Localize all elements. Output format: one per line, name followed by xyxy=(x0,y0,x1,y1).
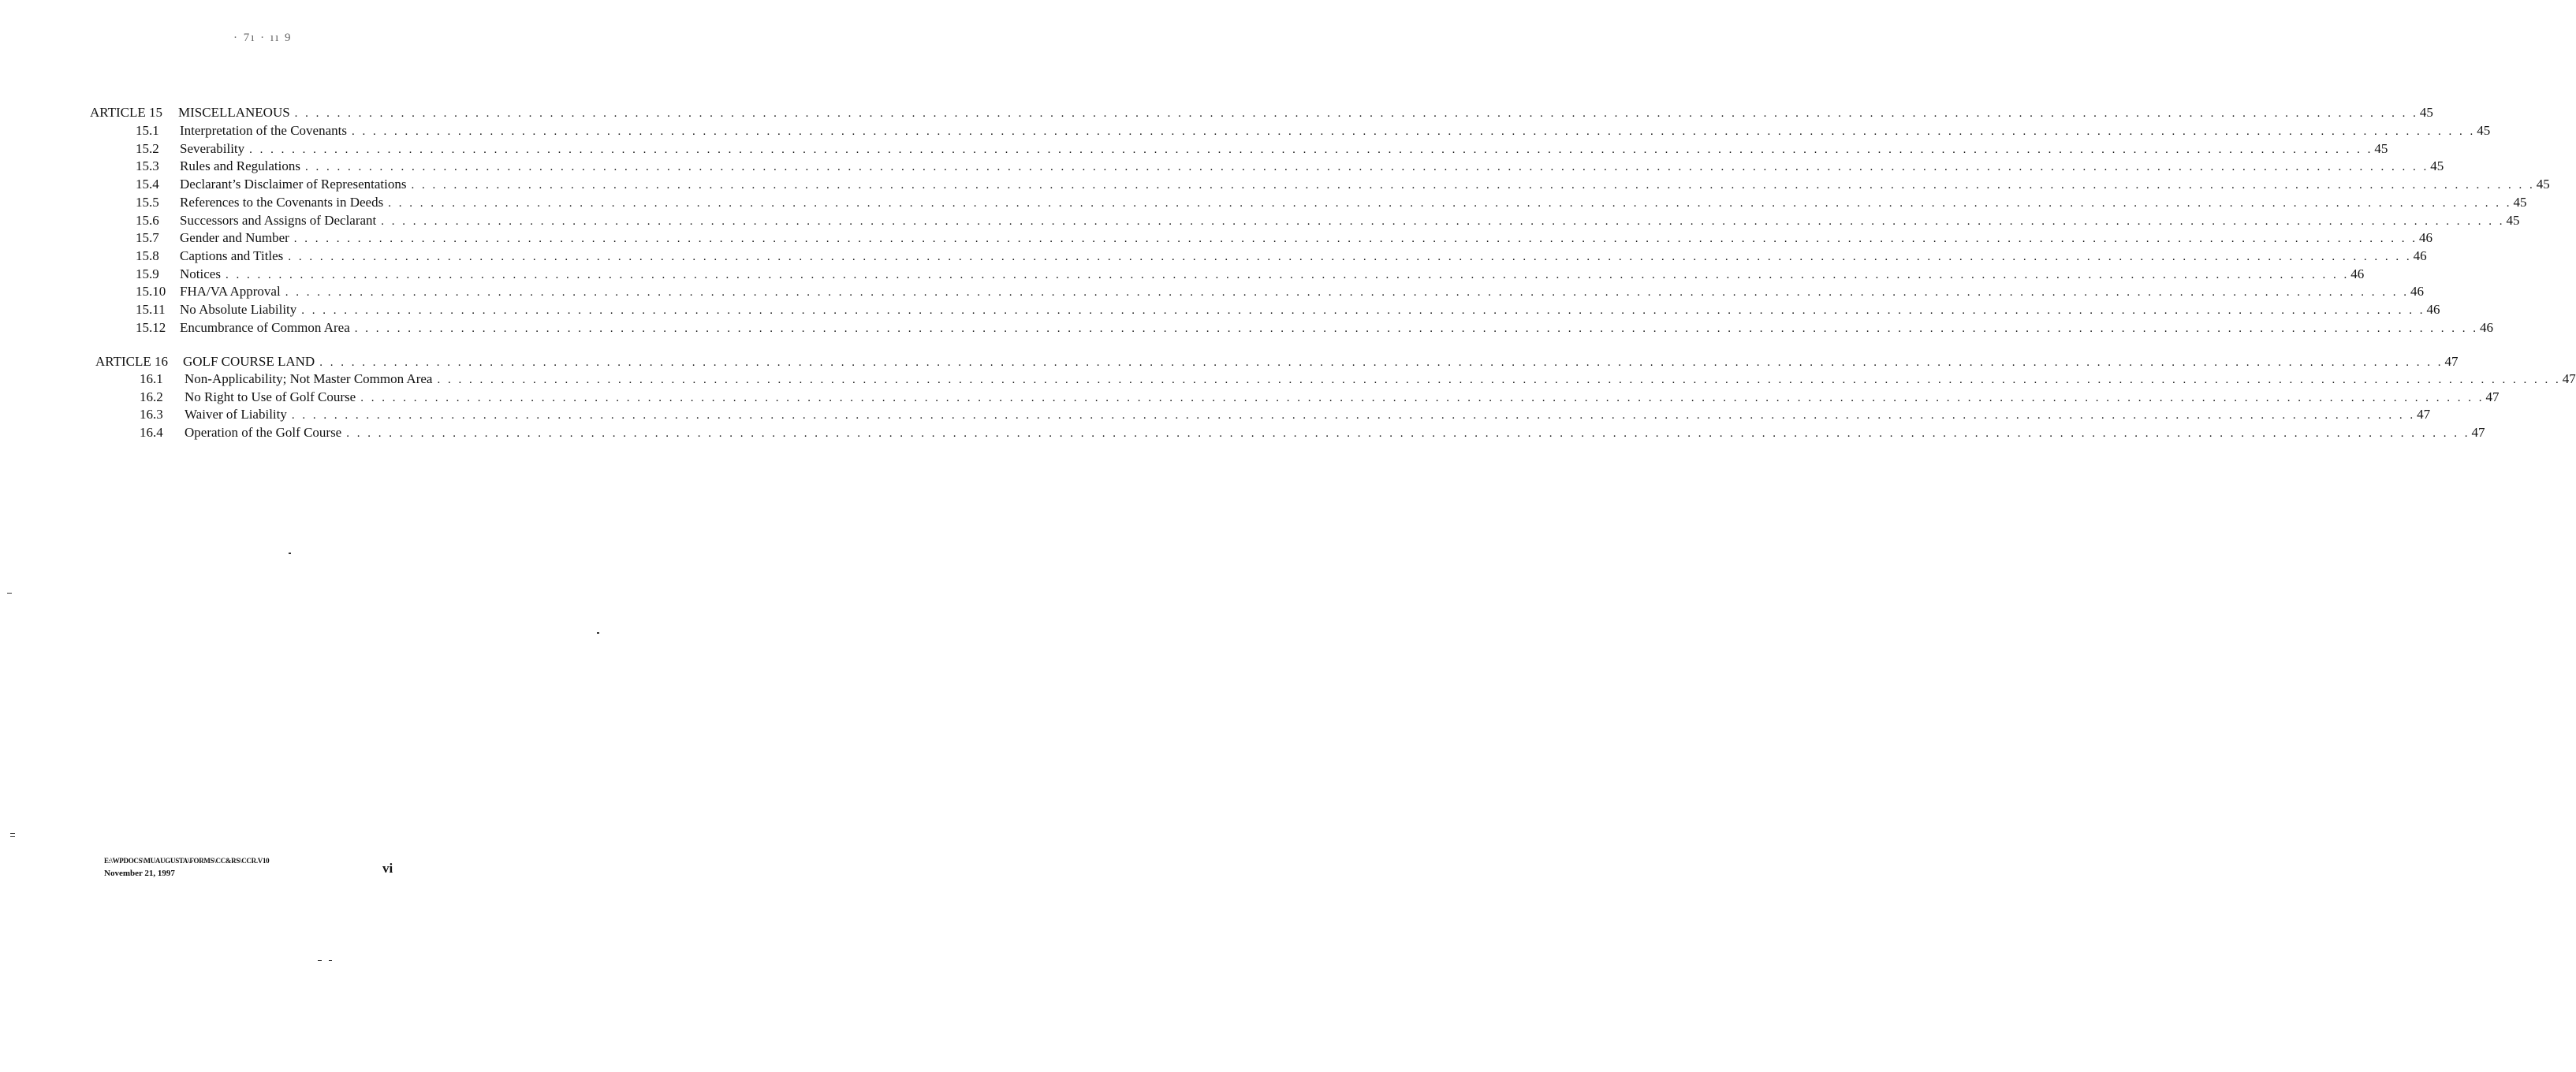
toc-section-entry-page: 45 xyxy=(2536,177,2550,192)
toc-section-entry-number: 16.1 xyxy=(140,371,163,386)
toc-article-heading xyxy=(90,104,2433,121)
toc-section-entry-number: 15.1 xyxy=(136,123,159,138)
toc-section-entry-title: Notices xyxy=(180,266,221,281)
toc-section-entry xyxy=(136,194,2527,211)
toc-section-entry-page: 47 xyxy=(2485,389,2500,404)
toc-section-entry xyxy=(140,370,2576,388)
toc-section-entry-title: Encumbrance of Common Area xyxy=(180,320,350,335)
dot-leader: . . . . . . . . . . . . . . . . . . . . . . . . . . . . . . . . . . . . . . . . . . . . . . . . . . . . . . . . . . . . . . . . . . . . . . . . . . . . . . . . . . . . . . . . . . . . . . . . . . . . . . . . . . . . . . . . . . . . . . . . . . . . . . . . . . . . . . . . . . . . . . . . . . . . . . . . . . . . . . . . . . . . . . . . . . . . . . . . . . . . . . . . . . . . . . . . . . . . . . . . xyxy=(388,197,2512,210)
toc-section-entry-title: Successors and Assigns of Declarant xyxy=(180,213,377,228)
dot-leader: . . . . . . . . . . . . . . . . . . . . . . . . . . . . . . . . . . . . . . . . . . . . . . . . . . . . . . . . . . . . . . . . . . . . . . . . . . . . . . . . . . . . . . . . . . . . . . . . . . . . . . . . . . . . . . . . . . . . . . . . . . . . . . . . . . . . . . . . . . . . . . . . . . . . . . . . . . . . . . . . . . . . . . . . . . . . . . . . . . . . . . . . . . . . . . . . . . . . . . . . xyxy=(346,427,2470,440)
toc-section-entry xyxy=(136,283,2424,300)
toc-section-entry-number: 15.6 xyxy=(136,213,159,228)
scan-speck xyxy=(597,632,599,634)
toc-section-entry-page: 45 xyxy=(2477,123,2491,138)
dot-leader: . . . . . . . . . . . . . . . . . . . . . . . . . . . . . . . . . . . . . . . . . . . . . . . . . . . . . . . . . . . . . . . . . . . . . . . . . . . . . . . . . . . . . . . . . . . . . . . . . . . . . . . . . . . . . . . . . . . . . . . . . . . . . . . . . . . . . . . . . . . . . . . . . . . . . . . . . . . . . . . . . . . . . . . . . . . . . . . . . . . . . . . . . . . . . . . . . . . . . . . . xyxy=(285,286,2409,299)
toc-section-entry-number: 15.10 xyxy=(136,284,166,299)
footer-file-path: E:\WPDOCS\MUAUGUSTA\FORMS\CC&RS\CCR.V10 xyxy=(104,857,270,865)
toc-section-entry-page: 45 xyxy=(2430,158,2444,173)
toc-section-entry-title: No Right to Use of Golf Course xyxy=(185,389,356,404)
toc-section-entry-title: Captions and Titles xyxy=(180,248,284,263)
toc-section-entry-title: FHA/VA Approval xyxy=(180,284,281,299)
toc-section-entry xyxy=(136,122,2491,140)
toc-section-entry-page: 46 xyxy=(2426,302,2440,317)
toc-article-heading xyxy=(95,353,2459,370)
dot-leader: . . . . . . . . . . . . . . . . . . . . . . . . . . . . . . . . . . . . . . . . . . . . . . . . . . . . . . . . . . . . . . . . . . . . . . . . . . . . . . . . . . . . . . . . . . . . . . . . . . . . . . . . . . . . . . . . . . . . . . . . . . . . . . . . . . . . . . . . . . . . . . . . . . . . . . . . . . . . . . . . . . . . . . . . . . . . . . . . . . . . . . . . . . . . . . . . . . . . . . . . xyxy=(288,251,2412,263)
toc-section-entry-number: 16.2 xyxy=(140,389,163,404)
toc-section-entry xyxy=(140,424,2485,441)
dot-leader: . . . . . . . . . . . . . . . . . . . . . . . . . . . . . . . . . . . . . . . . . . . . . . . . . . . . . . . . . . . . . . . . . . . . . . . . . . . . . . . . . . . . . . . . . . . . . . . . . . . . . . . . . . . . . . . . . . . . . . . . . . . . . . . . . . . . . . . . . . . . . . . . . . . . . . . . . . . . . . . . . . . . . . . . . . . . . . . . . . . . . . . . . . . . . . . . . . . . . . . . xyxy=(351,125,2476,138)
toc-section-entry-title: Interpretation of the Covenants xyxy=(180,123,347,138)
toc-section-entry-page: 47 xyxy=(2471,425,2485,440)
dot-leader: . . . . . . . . . . . . . . . . . . . . . . . . . . . . . . . . . . . . . . . . . . . . . . . . . . . . . . . . . . . . . . . . . . . . . . . . . . . . . . . . . . . . . . . . . . . . . . . . . . . . . . . . . . . . . . . . . . . . . . . . . . . . . . . . . . . . . . . . . . . . . . . . . . . . . . . . . . . . . . . . . . . . . . . . . . . . . . . . . . . . . . . . . . . . . . . . . . . . . . . . xyxy=(304,161,2429,173)
dot-leader: . . . . . . . . . . . . . . . . . . . . . . . . . . . . . . . . . . . . . . . . . . . . . . . . . . . . . . . . . . . . . . . . . . . . . . . . . . . . . . . . . . . . . . . . . . . . . . . . . . . . . . . . . . . . . . . . . . . . . . . . . . . . . . . . . . . . . . . . . . . . . . . . . . . . . . . . . . . . . . . . . . . . . . . . . . . . . . . . . . . . . . . . . . . . . . . . . . . . . . . . xyxy=(411,179,2535,192)
dot-leader: . . . . . . . . . . . . . . . . . . . . . . . . . . . . . . . . . . . . . . . . . . . . . . . . . . . . . . . . . . . . . . . . . . . . . . . . . . . . . . . . . . . . . . . . . . . . . . . . . . . . . . . . . . . . . . . . . . . . . . . . . . . . . . . . . . . . . . . . . . . . . . . . . . . . . . . . . . . . . . . . . . . . . . . . . . . . . . . . . . . . . . . . . . . . . . . . . . . . . . . . xyxy=(294,107,2418,120)
toc-section-entry xyxy=(136,158,2444,175)
toc-section-entry-number: 16.3 xyxy=(140,407,163,422)
toc-section-entry-title: References to the Covenants in Deeds xyxy=(180,195,384,210)
dot-leader: . . . . . . . . . . . . . . . . . . . . . . . . . . . . . . . . . . . . . . . . . . . . . . . . . . . . . . . . . . . . . . . . . . . . . . . . . . . . . . . . . . . . . . . . . . . . . . . . . . . . . . . . . . . . . . . . . . . . . . . . . . . . . . . . . . . . . . . . . . . . . . . . . . . . . . . . . . . . . . . . . . . . . . . . . . . . . . . . . . . . . . . . . . . . . . . . . . . . . . . . xyxy=(360,392,2485,404)
toc-section-entry-title: Severability xyxy=(180,141,245,156)
toc-section-entry-number: 15.3 xyxy=(136,158,159,173)
toc-section-entry-page: 46 xyxy=(2419,230,2433,245)
footer-date: November 21, 1997 xyxy=(104,869,175,878)
toc-section-entry xyxy=(136,176,2550,193)
scan-speck xyxy=(329,960,332,961)
toc-article-heading-page: 47 xyxy=(2444,354,2459,369)
dot-leader: . . . . . . . . . . . . . . . . . . . . . . . . . . . . . . . . . . . . . . . . . . . . . . . . . . . . . . . . . . . . . . . . . . . . . . . . . . . . . . . . . . . . . . . . . . . . . . . . . . . . . . . . . . . . . . . . . . . . . . . . . . . . . . . . . . . . . . . . . . . . . . . . . . . . . . . . . . . . . . . . . . . . . . . . . . . . . . . . . . . . . . . . . . . . . . . . . . . . . . . . xyxy=(437,374,2561,386)
toc-section-entry-number: 15.5 xyxy=(136,195,159,210)
toc-section-entry-title: Waiver of Liability xyxy=(185,407,287,422)
toc-section-entry-title: Non-Applicability; Not Master Common Area xyxy=(185,371,433,386)
dot-leader: . . . . . . . . . . . . . . . . . . . . . . . . . . . . . . . . . . . . . . . . . . . . . . . . . . . . . . . . . . . . . . . . . . . . . . . . . . . . . . . . . . . . . . . . . . . . . . . . . . . . . . . . . . . . . . . . . . . . . . . . . . . . . . . . . . . . . . . . . . . . . . . . . . . . . . . . . . . . . . . . . . . . . . . . . . . . . . . . . . . . . . . . . . . . . . . . . . . . . . . . xyxy=(293,233,2418,245)
toc-section-entry-page: 45 xyxy=(2374,141,2388,156)
toc-section-entry-title: Gender and Number xyxy=(180,230,289,245)
toc-section-entry-page: 47 xyxy=(2417,407,2431,422)
dot-leader: . . . . . . . . . . . . . . . . . . . . . . . . . . . . . . . . . . . . . . . . . . . . . . . . . . . . . . . . . . . . . . . . . . . . . . . . . . . . . . . . . . . . . . . . . . . . . . . . . . . . . . . . . . . . . . . . . . . . . . . . . . . . . . . . . . . . . . . . . . . . . . . . . . . . . . . . . . . . . . . . . . . . . . . . . . . . . . . . . . . . . . . . . . . . . . . . . . . . . . . . xyxy=(381,215,2505,228)
toc-section-entry-page: 46 xyxy=(2480,320,2493,335)
toc-section-entry-title: No Absolute Liability xyxy=(180,302,297,317)
toc-article-heading-number: ARTICLE 16 xyxy=(95,354,168,369)
toc-section-entry-number: 15.9 xyxy=(136,266,159,281)
toc-section-entry-number: 16.4 xyxy=(140,425,163,440)
scan-speck xyxy=(10,833,15,834)
toc-section-entry-number: 15.8 xyxy=(136,248,159,263)
toc-article-heading-page: 45 xyxy=(2419,105,2433,120)
toc-section-entry-page: 46 xyxy=(2350,266,2365,281)
toc-section-entry xyxy=(136,140,2388,158)
toc-article-heading-title: GOLF COURSE LAND xyxy=(183,354,315,369)
toc-article-heading-title: MISCELLANEOUS xyxy=(178,105,290,120)
toc-section-entry-page: 47 xyxy=(2562,371,2576,386)
toc-section-entry-number: 15.4 xyxy=(136,177,159,192)
toc-section-entry-page: 46 xyxy=(2413,248,2427,263)
toc-section-entry xyxy=(136,229,2433,247)
dot-leader: . . . . . . . . . . . . . . . . . . . . . . . . . . . . . . . . . . . . . . . . . . . . . . . . . . . . . . . . . . . . . . . . . . . . . . . . . . . . . . . . . . . . . . . . . . . . . . . . . . . . . . . . . . . . . . . . . . . . . . . . . . . . . . . . . . . . . . . . . . . . . . . . . . . . . . . . . . . . . . . . . . . . . . . . . . . . . . . . . . . . . . . . . . . . . . . . . . . . . . . . xyxy=(301,304,2425,317)
page-stamp: · 7ı · ıı 9 xyxy=(233,32,293,44)
toc-section-entry xyxy=(136,319,2493,337)
dot-leader: . . . . . . . . . . . . . . . . . . . . . . . . . . . . . . . . . . . . . . . . . . . . . . . . . . . . . . . . . . . . . . . . . . . . . . . . . . . . . . . . . . . . . . . . . . . . . . . . . . . . . . . . . . . . . . . . . . . . . . . . . . . . . . . . . . . . . . . . . . . . . . . . . . . . . . . . . . . . . . . . . . . . . . . . . . . . . . . . . . . . . . . . . . . . . . . . . . . . . . . . xyxy=(225,269,2350,281)
toc-section-entry xyxy=(136,248,2427,265)
page-number: vi xyxy=(382,861,393,876)
toc-section-entry-number: 15.12 xyxy=(136,320,166,335)
dot-leader: . . . . . . . . . . . . . . . . . . . . . . . . . . . . . . . . . . . . . . . . . . . . . . . . . . . . . . . . . . . . . . . . . . . . . . . . . . . . . . . . . . . . . . . . . . . . . . . . . . . . . . . . . . . . . . . . . . . . . . . . . . . . . . . . . . . . . . . . . . . . . . . . . . . . . . . . . . . . . . . . . . . . . . . . . . . . . . . . . . . . . . . . . . . . . . . . . . . . . . . . xyxy=(354,322,2478,335)
toc-section-entry-page: 45 xyxy=(2513,195,2527,210)
toc-section-entry-title: Declarant’s Disclaimer of Representations xyxy=(180,177,407,192)
dot-leader: . . . . . . . . . . . . . . . . . . . . . . . . . . . . . . . . . . . . . . . . . . . . . . . . . . . . . . . . . . . . . . . . . . . . . . . . . . . . . . . . . . . . . . . . . . . . . . . . . . . . . . . . . . . . . . . . . . . . . . . . . . . . . . . . . . . . . . . . . . . . . . . . . . . . . . . . . . . . . . . . . . . . . . . . . . . . . . . . . . . . . . . . . . . . . . . . . . . . . . . . xyxy=(319,356,2444,369)
dot-leader: . . . . . . . . . . . . . . . . . . . . . . . . . . . . . . . . . . . . . . . . . . . . . . . . . . . . . . . . . . . . . . . . . . . . . . . . . . . . . . . . . . . . . . . . . . . . . . . . . . . . . . . . . . . . . . . . . . . . . . . . . . . . . . . . . . . . . . . . . . . . . . . . . . . . . . . . . . . . . . . . . . . . . . . . . . . . . . . . . . . . . . . . . . . . . . . . . . . . . . . . xyxy=(291,409,2416,422)
toc-section-entry-page: 46 xyxy=(2410,284,2424,299)
scan-speck xyxy=(318,960,322,961)
scan-speck xyxy=(289,553,291,554)
dot-leader: . . . . . . . . . . . . . . . . . . . . . . . . . . . . . . . . . . . . . . . . . . . . . . . . . . . . . . . . . . . . . . . . . . . . . . . . . . . . . . . . . . . . . . . . . . . . . . . . . . . . . . . . . . . . . . . . . . . . . . . . . . . . . . . . . . . . . . . . . . . . . . . . . . . . . . . . . . . . . . . . . . . . . . . . . . . . . . . . . . . . . . . . . . . . . . . . . . . . . . . . xyxy=(249,143,2373,156)
toc-section-entry xyxy=(136,301,2440,318)
toc-section-entry xyxy=(140,389,2500,406)
toc-section-entry-page: 45 xyxy=(2506,213,2520,228)
scan-speck xyxy=(10,836,15,837)
toc-section-entry-number: 15.2 xyxy=(136,141,159,156)
scan-speck xyxy=(7,593,12,594)
toc-section-entry-title: Rules and Regulations xyxy=(180,158,300,173)
toc-section-entry-number: 15.7 xyxy=(136,230,159,245)
toc-section-entry-title: Operation of the Golf Course xyxy=(185,425,342,440)
toc-section-entry-number: 15.11 xyxy=(136,302,166,317)
toc-section-entry xyxy=(140,406,2431,423)
toc-section-entry xyxy=(136,212,2520,229)
toc-section-entry xyxy=(136,266,2365,283)
toc-article-heading-number: ARTICLE 15 xyxy=(90,105,162,120)
